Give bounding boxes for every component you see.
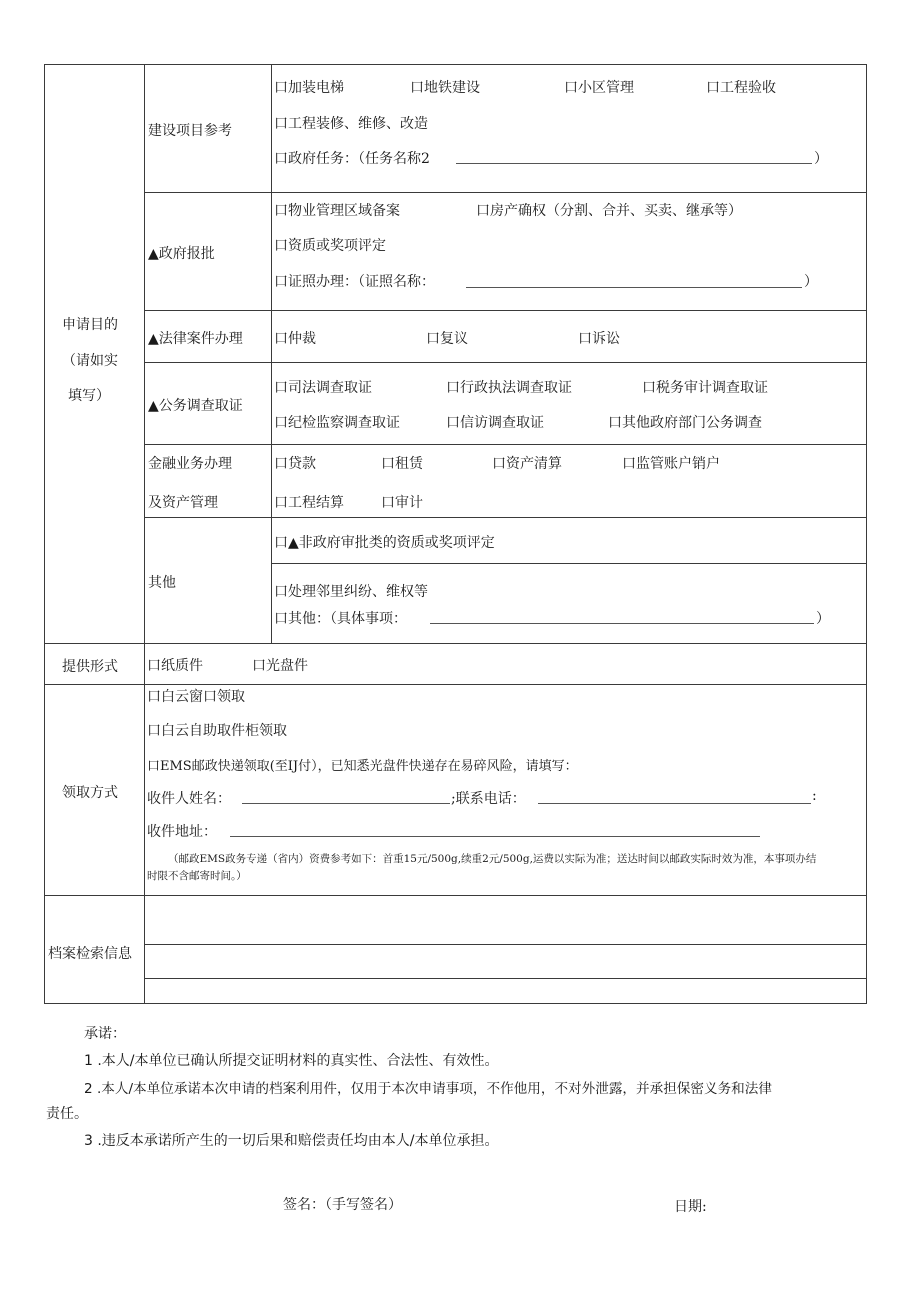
checkbox-judicial[interactable]: 口司法调查取证 (274, 380, 372, 396)
gov-task-input[interactable] (456, 163, 812, 164)
checkbox-petition[interactable]: 口信访调查取证 (446, 415, 544, 431)
other-label: 其他 (148, 575, 176, 591)
gov-task-close: ） (814, 151, 828, 167)
other-matter-input[interactable] (430, 623, 814, 624)
checkbox-license[interactable]: 口证照办理：（证照名称： (274, 274, 435, 290)
phone-input[interactable] (538, 803, 811, 804)
recipient-name-label: 收件人姓名： (147, 791, 231, 807)
recipient-name-input[interactable] (242, 803, 450, 804)
checkbox-renovation[interactable]: 口工程装修、维修、改造 (274, 116, 428, 132)
commitment-item-1: 1 .本人/本单位已确认所提交证明材料的真实性、合法性、有效性。 (84, 1053, 499, 1069)
checkbox-reconsideration[interactable]: 口复议 (426, 331, 468, 347)
checkbox-discipline[interactable]: 口纪检监察调查取证 (274, 415, 400, 431)
checkbox-window-pickup[interactable]: 口白云窗口领取 (147, 689, 245, 705)
checkbox-ems[interactable]: 口EMS邮政快递领取(至IJ付），已知悉光盘件快递存在易碎风险，请填写： (147, 759, 578, 774)
legal-label: ▲法律案件办理 (148, 331, 243, 347)
pickup-label: 领取方式 (62, 785, 118, 801)
checkbox-arbitration[interactable]: 口仲裁 (274, 331, 316, 347)
checkbox-acceptance[interactable]: 口工程验收 (706, 80, 776, 96)
checkbox-litigation[interactable]: 口诉讼 (578, 331, 620, 347)
archive-input-2[interactable] (146, 946, 864, 977)
checkbox-disc[interactable]: 口光盘件 (252, 658, 308, 674)
checkbox-tax-audit[interactable]: 口税务审计调查取证 (642, 380, 768, 396)
archive-label: 档案检索信息 (48, 946, 132, 962)
address-label: 收件地址： (147, 824, 217, 840)
finance-label-line2: 及资产管理 (148, 495, 218, 511)
purpose-label-line1: 申请目的 (62, 317, 118, 333)
checkbox-gov-task[interactable]: 口政府任务：（任务名称2 (274, 151, 430, 167)
checkbox-locker-pickup[interactable]: 口白云自助取件柜领取 (147, 723, 287, 739)
signature-field[interactable]: 签名：（手写签名） (283, 1197, 402, 1213)
checkbox-loan[interactable]: 口贷款 (274, 456, 316, 472)
checkbox-elevator[interactable]: 口加装电梯 (274, 80, 344, 96)
investigation-label: ▲公务调查取证 (148, 398, 243, 414)
purpose-label-line2: （请如实 (62, 353, 118, 369)
finance-label-line1: 金融业务办理 (148, 456, 232, 472)
commitment-item-2-line1: 2 .本人/本单位承诺本次申请的档案利用件，仅用于本次申请事项，不作他用，不对外泄露，并承担保密义务和法律 (84, 1081, 772, 1097)
archive-input-1[interactable] (146, 897, 864, 943)
postage-note-line1: （邮政EMS政务专递（省内）资费参考如下：首重15元/500g,续重2元/500g,运费以实际为准；送达时间以邮政实际时效为准，本事项办结 (168, 853, 817, 865)
gov-approval-label: ▲政府报批 (148, 246, 215, 262)
checkbox-liquidation[interactable]: 口资产清算 (492, 456, 562, 472)
format-label: 提供形式 (62, 659, 118, 675)
date-field[interactable]: 日期: (674, 1199, 707, 1215)
purpose-label-line3: 填写） (68, 388, 110, 404)
checkbox-neighbor-dispute[interactable]: 口处理邻里纠纷、维权等 (274, 584, 428, 600)
checkbox-audit[interactable]: 口审计 (381, 495, 423, 511)
commitment-item-2-line2: 责任。 (46, 1106, 88, 1122)
phone-end: : (812, 788, 817, 804)
commitment-title: 承诺： (84, 1026, 126, 1042)
checkbox-qualification[interactable]: 口资质或奖项评定 (274, 238, 386, 254)
commitment-item-3: 3 .违反本承诺所产生的一切后果和赔偿责任均由本人/本单位承担。 (84, 1133, 499, 1149)
postage-note-line2: 时限不含邮寄时间。） (147, 870, 247, 882)
address-input[interactable] (230, 836, 760, 837)
checkbox-property-rights[interactable]: 口房产确权（分割、合并、买卖、继承等） (476, 203, 742, 219)
checkbox-account-closure[interactable]: 口监管账户销户 (622, 456, 720, 472)
checkbox-community[interactable]: 口小区管理 (564, 80, 634, 96)
license-close: ） (804, 274, 818, 290)
license-input[interactable] (466, 287, 802, 288)
checkbox-paper[interactable]: 口纸质件 (147, 658, 203, 674)
checkbox-nongov-qualification[interactable]: 口▲非政府审批类的资质或奖项评定 (274, 535, 495, 551)
checkbox-lease[interactable]: 口租赁 (381, 456, 423, 472)
phone-label: ;联系电话： (451, 791, 526, 807)
checkbox-other-matter[interactable]: 口其他：（具体事项： (274, 611, 407, 627)
checkbox-settlement[interactable]: 口工程结算 (274, 495, 344, 511)
checkbox-metro[interactable]: 口地铁建设 (410, 80, 480, 96)
archive-input-3[interactable] (146, 980, 864, 1002)
checkbox-property-filing[interactable]: 口物业管理区域备案 (274, 203, 400, 219)
checkbox-other-gov[interactable]: 口其他政府部门公务调查 (608, 415, 762, 431)
other-matter-close: ） (816, 611, 830, 627)
checkbox-admin-enforcement[interactable]: 口行政执法调查取证 (446, 380, 572, 396)
construction-label: 建设项目参考 (148, 123, 232, 139)
